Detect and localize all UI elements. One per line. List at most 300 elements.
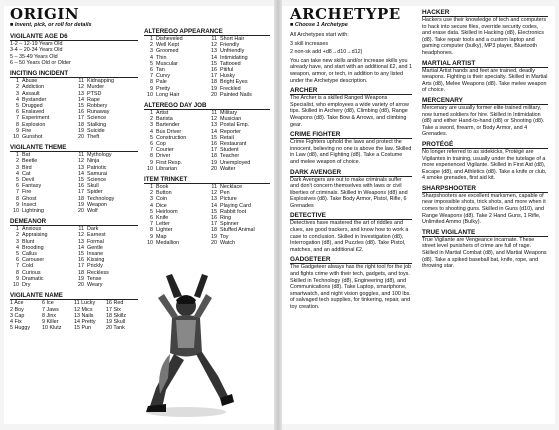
entry-text: Dry: [22, 282, 31, 289]
roll-number: 7: [16, 189, 19, 196]
roll-number: 19: [211, 159, 217, 166]
name-entry: 2 Boy: [10, 306, 24, 313]
trinket-table: [144, 184, 270, 246]
entry-text: Stuffed Animal: [220, 227, 255, 234]
age-row: 3-4 – 20-34 Years Old: [10, 47, 63, 54]
entry-text: Knife: [156, 215, 169, 222]
entry-text: Pen: [220, 190, 230, 197]
roll-number: 1: [150, 36, 153, 42]
entry-text: Muscular: [156, 60, 178, 67]
entry-text: Cat: [22, 170, 31, 177]
roll-number: 9: [16, 201, 19, 208]
entry-text: Explosion: [22, 121, 46, 128]
entry-text: Unemployed: [220, 159, 251, 166]
roll-number: 6: [16, 257, 19, 264]
roll-number: 1: [16, 78, 19, 85]
origin-title: ORIGIN: [10, 6, 80, 23]
roll-number: 16: [211, 67, 217, 74]
archetype-description: Crime Fighters uphold the laws and protect the innocent, believing no one is above the law. Skilled in Law (d8), and Fighting (d8). Take a Costume and melee weapon of choice.: [290, 139, 412, 165]
appearance-table: [144, 36, 270, 98]
entry-text: Bird: [22, 164, 32, 171]
entry-text: Bartender: [156, 122, 180, 129]
entry-text: Patriotic: [87, 164, 107, 171]
roll-number: 8: [16, 195, 19, 202]
entry-text: Bystander: [22, 96, 47, 103]
entry-text: Science: [87, 177, 107, 184]
archetype-description: The Gadgeteer always has the right tool for the job and fights crime with their tech, gadgets, and toys. Skilled in Technology (d8), Engineering (d8), and Communications (d8). Take Laptop, smartphone, smartwatch, and night vision goggles, and 100 lbs. of salvaged tech supplies, for tinkering, repair, and toy creation.: [290, 264, 412, 310]
roll-number: 11: [211, 184, 217, 191]
entry-text: Technology: [87, 195, 115, 202]
name-entry: 17 Six: [106, 306, 121, 313]
entry-text: Pretty: [156, 85, 171, 92]
entry-text: Runaway: [87, 109, 110, 116]
archetype-column-2: [422, 6, 548, 272]
roll-number: 13: [78, 90, 84, 97]
archetype-description: No longer referred to as sidekicks, Protégé are Vigilantes in training, usually under the tutelage of a more experienced Vigilante. Skilled in First Aid (d8), Escape (d8), and Athletics (d8). Take a knife or club, 4 smoke grenades, first aid kit.: [422, 148, 547, 182]
entry-text: Dark: [87, 226, 99, 233]
entry-text: Carouser: [22, 257, 45, 264]
roll-number: 17: [78, 263, 84, 270]
roll-number: 15: [211, 134, 217, 141]
roll-number: 13: [78, 238, 84, 245]
roll-number: 5: [16, 177, 19, 184]
entry-text: Brooding: [22, 244, 44, 251]
name-entry: 20 Tank: [106, 325, 125, 332]
archetype-list-2: [422, 9, 548, 270]
age-heading: VIGILANTE AGE D6: [10, 33, 138, 41]
archetype-description: The Archer is a skilled Ranged Weapons Specialist, who employees a wide variety of arrow tips. Skilled in Archery (d8), Climbing (d8), Range Weapons (d8). Take Bow & Arrows, and climbing gear.: [290, 95, 409, 128]
entry-text: Waiter: [220, 165, 236, 172]
roll-number: 16: [78, 257, 84, 264]
table-cell: [144, 240, 206, 246]
entry-text: Murder: [87, 84, 105, 91]
entry-text: Teacher: [220, 153, 240, 160]
intro-text: All Archetypes start with:: [290, 32, 349, 38]
theme-heading: VIGILANTE THEME: [10, 144, 138, 152]
entry-text: Bright Eyes: [220, 79, 248, 86]
entry-text: Skull: [87, 183, 99, 190]
entry-text: Pale: [156, 79, 167, 86]
entry-text: Tense: [87, 275, 102, 282]
name-entry: 10 Klutz: [42, 325, 62, 332]
table-cell: [10, 208, 73, 214]
age-row: 5 – 35-49 Years Old: [10, 53, 58, 60]
roll-number: 1: [16, 226, 19, 233]
roll-number: 18: [78, 121, 84, 128]
entry-text: Toy: [220, 233, 229, 240]
entry-text: Construction: [156, 134, 187, 141]
roll-number: 8: [150, 153, 153, 160]
archetype-description: Sharpshooters are excellent marksmen, capable of near impossible shots, trick shots, and more when it comes to shooting guns. Skilled in Guns (d10), and Range Weapons (d8). Take 2 Hand Guns, 1 Rifle, Unlimited Ammo (Bulky).: [422, 192, 546, 226]
archetype-description: Detectives have mastered the art of riddles and clues, are good trackers, and know how to work a case to conclusion. Skilled in Investigation (d8), Interrogation (d8), and Puzzles (d8). Take Pistol, matches, and an additional ₤2.: [290, 220, 409, 253]
entry-text: Dice: [156, 202, 167, 209]
roll-number: 5: [150, 60, 153, 67]
table-cell: [75, 208, 138, 214]
archetype-column-1: [290, 6, 412, 313]
entry-text: Anxious: [22, 226, 42, 233]
roll-number: 11: [211, 36, 217, 42]
roll-number: 2: [16, 232, 19, 239]
roll-number: 20: [78, 282, 84, 289]
roll-number: 6: [16, 109, 19, 116]
roll-number: 19: [78, 201, 84, 208]
roll-number: 5: [16, 251, 19, 258]
entry-text: Reporter: [220, 128, 241, 135]
roll-number: 5: [150, 208, 153, 215]
dayjob-heading: ALTEREGO DAY JOB: [144, 102, 270, 110]
roll-number: 10: [147, 165, 153, 172]
archetype-description: Dark Avengers are out to make criminals suffer and don't concern themselves with laws or civil liberties of criminals. Skilled in Weapons (d8) and Explosives (d8). Take Body Armor, Pistol, Rifle, 6 Grenades: [290, 176, 408, 209]
entry-text: Appraising: [22, 232, 48, 239]
roll-number: 18: [211, 227, 217, 234]
entry-text: Driver: [156, 153, 171, 160]
roll-number: 20: [211, 165, 217, 172]
entry-text: Courier: [156, 147, 174, 154]
roll-number: 4: [16, 170, 19, 177]
roll-number: 18: [211, 153, 217, 160]
entry-text: Tan: [156, 67, 165, 74]
table-cell: [208, 166, 270, 172]
entry-text: Bus Driver: [156, 128, 182, 135]
origin-column-2: [144, 24, 270, 246]
roll-number: 16: [78, 183, 84, 190]
roll-number: 15: [211, 60, 217, 67]
entry-text: Insect: [22, 201, 37, 208]
name-entry: 6 Ice: [42, 300, 54, 307]
intro-text: You can take new skills and/or increase skills you already have, and start with an additional ₤2, and 1 weapon, armor, or tech, in addition to any listed under the Archetype description.: [290, 57, 412, 84]
roll-number: 10: [13, 282, 19, 289]
roll-number: 13: [211, 48, 217, 55]
roll-number: 3: [150, 48, 153, 55]
entry-text: Military: [220, 110, 238, 117]
roll-number: 11: [78, 152, 84, 159]
entry-text: Long Hair: [156, 91, 180, 98]
entry-text: Kidnapping: [87, 78, 114, 85]
roll-number: 15: [78, 251, 84, 258]
entry-text: Disheveled: [156, 36, 183, 42]
entry-text: Lighter: [156, 227, 173, 234]
entry-text: Barista: [156, 116, 173, 123]
entry-text: Drugged: [22, 103, 43, 109]
roll-number: 4: [16, 244, 19, 251]
entry-text: Science: [87, 115, 107, 122]
entry-text: Friendly: [220, 42, 240, 49]
roll-number: 12: [211, 190, 217, 197]
entry-text: Picture: [220, 196, 237, 203]
entry-text: Ninja: [87, 158, 100, 165]
intro-text: 2 non-sk add +d8→d10→d12): [290, 49, 363, 56]
dayjob-table: [144, 110, 270, 172]
entry-text: Theft: [87, 134, 100, 141]
entry-text: Robbery: [87, 103, 108, 109]
demeanor-heading: DEMEANOR: [10, 218, 138, 226]
name-entry: 1 Ace: [10, 300, 24, 307]
name-entry: 9 Killer: [42, 319, 59, 326]
name-entry: 16 Red: [106, 300, 124, 307]
roll-number: 13: [211, 196, 217, 203]
entry-text: Gentle: [87, 244, 103, 251]
roll-number: 18: [78, 269, 84, 276]
roll-number: 10: [147, 239, 153, 246]
roll-number: 3: [16, 90, 19, 97]
roll-number: 14: [78, 170, 84, 177]
roll-number: 15: [211, 208, 217, 215]
archetype-heading: HACKER: [422, 9, 548, 17]
roll-number: 8: [150, 227, 153, 234]
roll-number: 4: [150, 54, 153, 61]
entry-text: Painted Nails: [220, 91, 252, 98]
roll-number: 2: [16, 158, 19, 165]
roll-number: 6: [16, 183, 19, 190]
archetype-heading: CRIME FIGHTER: [290, 131, 412, 139]
roll-number: 8: [16, 269, 19, 276]
theme-table: [10, 152, 138, 214]
entry-text: Musician: [220, 116, 242, 123]
entry-text: Weary: [87, 282, 103, 289]
roll-number: 18: [78, 195, 84, 202]
roll-number: 19: [211, 85, 217, 92]
entry-text: Unfriendly: [220, 48, 245, 55]
entry-text: Gunshot: [22, 134, 43, 141]
entry-text: Fire: [22, 127, 32, 134]
roll-number: 17: [211, 221, 217, 228]
entry-text: Freckled: [220, 85, 241, 92]
entry-text: Prickly: [87, 263, 103, 270]
entry-text: Watch: [220, 239, 236, 246]
roll-number: 6: [150, 215, 153, 222]
names-table: [10, 300, 138, 331]
archetype-heading: ARCHER: [290, 87, 412, 95]
roll-number: 1: [16, 152, 19, 159]
entry-text: Tattooed: [220, 60, 241, 67]
roll-number: 8: [150, 79, 153, 86]
entry-text: Ghost: [22, 195, 37, 202]
entry-text: Librarian: [156, 165, 177, 172]
age-row: 1-2 – 12-19 Years Old: [10, 41, 63, 47]
entry-text: Spinner: [220, 221, 239, 228]
roll-number: 12: [78, 232, 84, 239]
roll-number: 10: [13, 208, 19, 215]
roll-number: 17: [211, 73, 217, 80]
roll-number: 9: [150, 233, 153, 240]
roll-number: 12: [211, 42, 217, 49]
roll-number: 7: [150, 73, 153, 80]
entry-text: Curious: [22, 269, 41, 276]
entry-text: Ring: [220, 215, 232, 222]
archetype-description: Hackers use their knowledge of tech and computers to hack into secure files, override security codes, and erase data. Skilled in Hacking (d8), Electronics (d8). Take repair tools and a custom laptop and gaming computer (bulky), MP3 player, Bluetooth headphones.: [422, 17, 547, 56]
roll-number: 19: [78, 127, 84, 134]
archetype-page: [282, 6, 555, 424]
roll-number: 15: [78, 177, 84, 184]
roll-number: 2: [150, 190, 153, 197]
roll-number: 2: [16, 84, 19, 91]
roll-number: 2: [150, 42, 153, 49]
origin-subtitle: ■ Invent, pick, or roll for details: [10, 22, 92, 28]
demeanor-table: [10, 226, 138, 288]
entry-text: Beetle: [22, 158, 38, 165]
roll-number: 11: [78, 78, 84, 85]
roll-number: 19: [211, 233, 217, 240]
entry-text: Callus: [22, 251, 37, 258]
roll-number: 3: [16, 164, 19, 171]
incident-heading: INCITING INCIDENT: [10, 70, 138, 78]
entry-text: Dramatic: [22, 275, 44, 282]
entry-text: Cold: [22, 263, 34, 270]
name-entry: 15 Pun: [74, 325, 92, 332]
roll-number: 20: [211, 91, 217, 98]
roll-number: 12: [78, 158, 84, 165]
roll-number: 9: [150, 159, 153, 166]
roll-number: 7: [150, 147, 153, 154]
roll-number: 3: [150, 122, 153, 129]
roll-number: 13: [211, 122, 217, 129]
entry-text: Medallion: [156, 239, 180, 246]
appearance-heading: ALTEREGO APPEARANCE: [144, 28, 270, 36]
name-entry: 19 Skull: [106, 319, 126, 326]
entry-text: PTSD: [87, 90, 102, 97]
entry-text: Bat: [22, 152, 31, 159]
name-entry: 3 Cap: [10, 312, 25, 319]
roll-number: 14: [211, 202, 217, 209]
page-gutter: [274, 0, 282, 430]
entry-text: Blunt: [22, 238, 35, 245]
archetype-heading: DARK AVENGER: [290, 169, 412, 177]
entry-text: Student: [220, 147, 239, 154]
entry-text: Button: [156, 190, 172, 197]
name-entry: 11 Lucky: [74, 300, 96, 307]
roll-number: 8: [16, 121, 19, 128]
archetype-heading: MARTIAL ARTIST: [422, 60, 548, 68]
entry-text: Weapon: [87, 201, 107, 208]
roll-number: 17: [78, 189, 84, 196]
roll-number: 6: [150, 141, 153, 148]
entry-text: Experiment: [22, 115, 50, 122]
roll-number: 17: [211, 147, 217, 154]
origin-page: [4, 6, 274, 424]
roll-number: 3: [150, 196, 153, 203]
roll-number: 17: [78, 115, 84, 122]
roll-number: 4: [16, 96, 19, 103]
table-cell: [10, 282, 73, 288]
archetype-subtitle: ■ Choose 1 Archetype: [290, 22, 348, 28]
archetype-list-1: [290, 87, 412, 310]
entry-text: Curvy: [156, 73, 171, 80]
entry-text: Earnest: [87, 232, 106, 239]
roll-number: 10: [13, 134, 19, 141]
roll-number: 7: [16, 263, 19, 270]
name-entry: 14 Pretty: [74, 319, 96, 326]
roll-number: 3: [16, 238, 19, 245]
entry-text: Pitiful: [220, 67, 234, 74]
entry-text: Wolf: [87, 208, 98, 215]
entry-text: Insane: [87, 251, 104, 258]
entry-text: Suicide: [87, 127, 105, 134]
name-entry: 5 Huggy: [10, 325, 31, 332]
roll-number: 6: [150, 67, 153, 74]
names-heading: VIGILANTE NAME: [10, 292, 138, 300]
name-entry: 12 Mics: [74, 306, 93, 313]
entry-text: Postal Emp.: [220, 122, 250, 129]
archetype-heading: GADGETEER: [290, 256, 412, 264]
entry-text: First Resp.: [156, 159, 183, 166]
archetype-description: True Vigilante are Vengeance incarnate. These street level punishers of crime are full of rage. Skilled in Martial Combat (d8), and Martial Weapons (d8). Take a spiked baseball bat, knife, rope, and throwing star.: [422, 236, 547, 270]
entry-text: Thin: [156, 54, 167, 61]
entry-text: Enslaved: [22, 109, 45, 116]
name-entry: 18 Skillz: [106, 312, 127, 319]
roll-number: 13: [78, 164, 84, 171]
name-entry: 4 Fix: [10, 319, 22, 326]
roll-number: 4: [150, 128, 153, 135]
roll-number: 9: [16, 275, 19, 282]
roll-number: 14: [78, 244, 84, 251]
roll-number: 10: [147, 91, 153, 98]
roll-number: 11: [211, 110, 217, 117]
intro-text: 3 skill increases: [290, 40, 329, 47]
roll-number: 14: [211, 128, 217, 135]
entry-text: Fantasy: [22, 183, 42, 190]
entry-text: Rape: [87, 96, 100, 103]
table-cell: [144, 166, 206, 172]
entry-text: Book: [156, 184, 169, 191]
roll-number: 5: [150, 134, 153, 141]
entry-text: Lightning: [22, 208, 44, 215]
table-cell: [75, 282, 138, 288]
entry-text: Groomed: [156, 48, 179, 55]
roll-number: 20: [211, 239, 217, 246]
entry-text: Intimidating: [220, 54, 248, 61]
roll-number: 9: [150, 85, 153, 92]
entry-text: Playing Card: [220, 202, 251, 209]
trinket-heading: ITEM TRINKET: [144, 176, 270, 184]
age-list: [10, 41, 138, 66]
archetype-title: ARCHETYPE: [290, 6, 401, 23]
entry-text: Rabbit foot: [220, 208, 247, 215]
entry-text: Restaurant: [220, 141, 247, 148]
roll-number: 2: [150, 116, 153, 123]
entry-text: Devil: [22, 177, 34, 184]
roll-number: 16: [78, 109, 84, 116]
entry-text: Fire: [22, 189, 32, 196]
roll-number: 12: [211, 116, 217, 123]
entry-text: Letter: [156, 221, 170, 228]
table-cell: [10, 134, 73, 140]
table-cell: [144, 92, 206, 98]
roll-number: 1: [150, 110, 153, 117]
roll-number: 5: [16, 103, 19, 109]
roll-number: 15: [78, 103, 84, 109]
roll-number: 16: [211, 215, 217, 222]
name-row: [10, 325, 138, 331]
entry-text: Reckless: [87, 269, 109, 276]
name-entry: 8 Jinx: [42, 312, 57, 319]
entry-text: Stalking: [87, 121, 107, 128]
entry-text: Necklace: [220, 184, 243, 191]
archetype-intro: [290, 32, 412, 84]
entry-text: Retail: [220, 134, 234, 141]
entry-text: Artist: [156, 110, 169, 117]
entry-text: Addiction: [22, 84, 45, 91]
table-cell: [208, 240, 270, 246]
archetype-description: Martial Artist hands and feet are trained, deadly weapons. Fighting is their specialty. Skilled in Martial Arts (d8), Melee Weapons (d8). Take melee weapon of choice.: [422, 67, 548, 94]
roll-number: 7: [150, 221, 153, 228]
roll-number: 1: [150, 184, 153, 191]
archetype-heading: MERCENARY: [422, 97, 548, 105]
table-cell: [75, 134, 138, 140]
archetype-heading: PROTÉGÉ: [422, 141, 548, 149]
archetype-heading: TRUE VIGILANTE: [422, 229, 548, 237]
origin-column-1: [10, 6, 138, 332]
roll-number: 7: [16, 115, 19, 122]
